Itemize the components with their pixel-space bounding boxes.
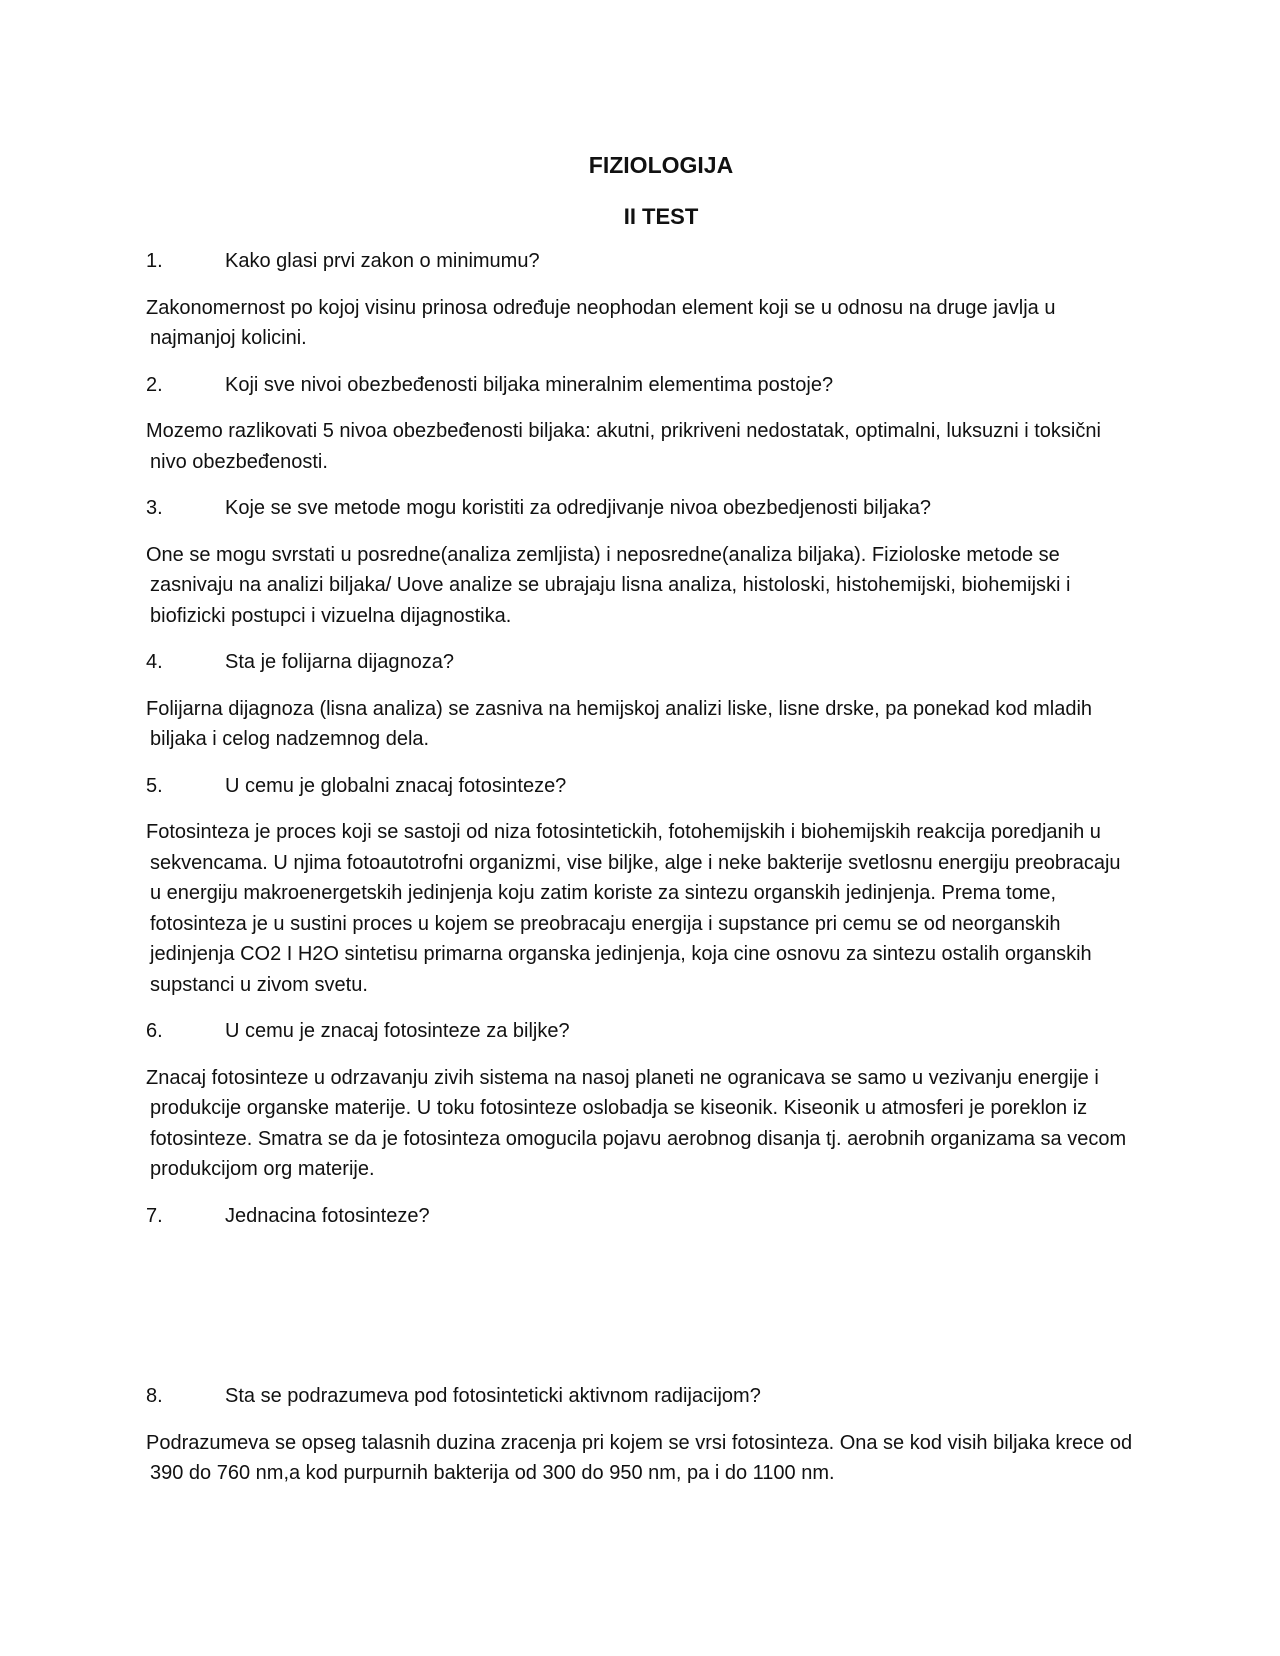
question-8 (146, 1381, 1136, 1412)
question-number: 7. (146, 1204, 163, 1227)
question-number: 2. (146, 373, 163, 396)
answer-4: Folijarna dijagnoza (lisna analiza) se zasniva na hemijskoj analizi liske, lisne drske, pa ponekad kod mladih biljaka i celog nadzemnog dela. (146, 697, 1093, 750)
question-number: 8. (146, 1385, 163, 1407)
document-title: FIZIOLOGIJA (588, 152, 734, 178)
question-text: Koji sve nivoi obezbeđenosti biljaka mineralnim elementima postoje? (225, 373, 834, 396)
document-subtitle: II TEST (623, 204, 699, 229)
question-number: 3. (146, 497, 163, 519)
question-number: 6. (146, 1020, 163, 1042)
answer-6: Znacaj fotosinteze u odrzavanju zivih sistema na nasoj planeti ne ogranicava se samo u vezivanju energije i produkcije organske materije. U toku fotosinteze oslobadja se kiseonik. Kiseonik u atmosferi je poreklon iz fotosinteze. Smatra se da je fotosinteza omogucila pojavu aerobnog disanja tj. aerobnih organizama sa vecom produkcijom org materije. (146, 1066, 1127, 1180)
question-5 (146, 771, 1136, 802)
answer-1: Zakonomernost po kojoj visinu prinosa određuje neophodan element koji se u odnosu na druge javlja u najmanjoj kolicini. (146, 296, 1056, 349)
question-number: 4. (146, 651, 163, 673)
question-text: Kako glasi prvi zakon o minimumu? (225, 250, 540, 272)
question-number: 5. (146, 774, 163, 797)
question-4 (146, 647, 1136, 678)
question-number: 1. (146, 250, 163, 272)
answer-8: Podrazumeva se opseg talasnih duzina zracenja pri kojem se vrsi fotosinteza. Ona se kod visih biljaka krece od 390 do 760 nm,a kod purpurnih bakterija od 300 do 950 nm, pa i do 1100 nm. (146, 1431, 1133, 1484)
answer-7 (146, 1247, 1136, 1365)
question-3 (146, 493, 1136, 524)
question-2 (146, 370, 1136, 401)
question-1 (146, 246, 1136, 277)
document-content (146, 150, 1136, 1505)
question-text: Jednacina fotosinteze? (225, 1204, 430, 1227)
question-text: Sta se podrazumeva pod fotosinteticki aktivnom radijacijom? (225, 1385, 761, 1407)
question-text: U cemu je globalni znacaj fotosinteze? (225, 774, 567, 797)
question-6 (146, 1016, 1136, 1047)
answer-3: One se mogu svrstati u posredne(analiza zemljista) i neposredne(analiza biljaka). Fizioloske metode se zasnivaju na analizi biljaka/ Uove analize se ubrajaju lisna analiza, histoloski, histohemijski, biohemijski i biofizicki postupci i vizuelna dijagnostika. (146, 543, 1071, 627)
question-text: Koje se sve metode mogu koristiti za odredjivanje nivoa obezbedjenosti biljaka? (225, 497, 931, 519)
question-text: U cemu je znacaj fotosinteze za biljke? (225, 1020, 570, 1042)
answer-5: Fotosinteza je proces koji se sastoji od niza fotosintetickih, fotohemijskih i biohemijskih reakcija poredjanih u sekvencama. U njima fotoautotrofni organizmi, vise biljke, alge i neke bakterije svetlosnu energiju preobracaju u energiju makroenergetskih jedinjenja koju zatim koriste za sintezu organskih jedinjenja. Prema tome, fotosinteza je u sustini proces u kojem se preobracaju energija i supstance pri cemu se od neorganskih jedinjenja CO2 I H2O sintetisu primarna organska jedinjenja, koja cine osnovu za sintezu ostalih organskih supstanci u zivom svetu. (146, 821, 1121, 996)
question-text: Sta je folijarna dijagnoza? (225, 651, 455, 673)
question-7 (146, 1201, 1136, 1232)
answer-2: Mozemo razlikovati 5 nivoa obezbeđenosti biljaka: akutni, prikriveni nedostatak, optimalni, luksuzni i toksični nivo obezbeđenosti. (146, 420, 1101, 473)
